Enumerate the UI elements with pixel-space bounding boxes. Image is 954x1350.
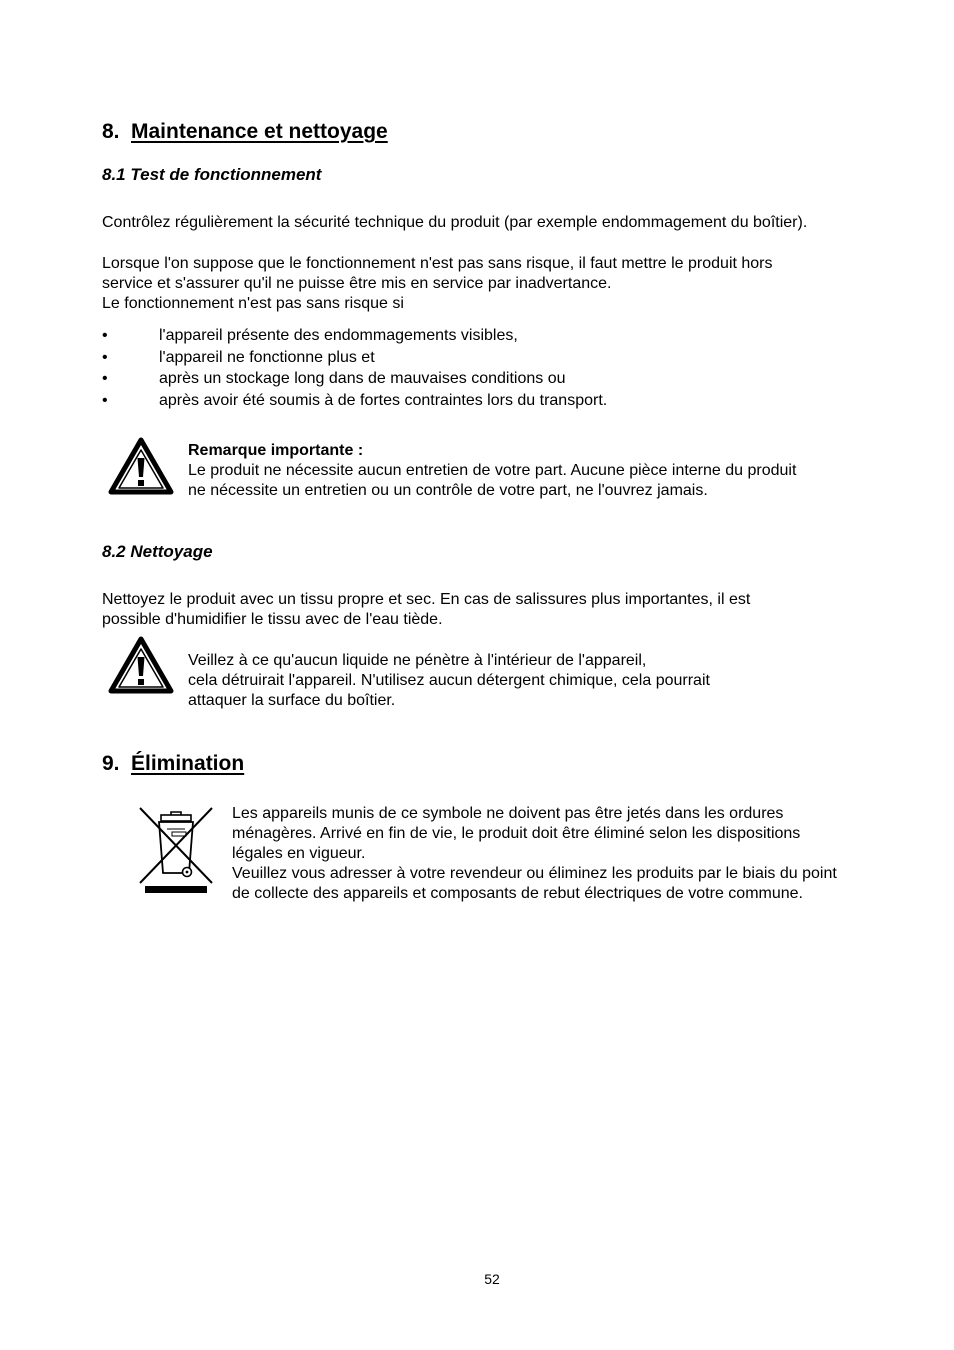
paragraph-line: service et s'assurer qu'il ne puisse être mis en service par inadvertance. [102, 275, 612, 292]
list-item-text: l'appareil présente des endommagements visibles, [159, 327, 518, 344]
important-note [188, 441, 796, 501]
crossed-out-wheelie-bin-icon [137, 805, 215, 895]
paragraph-line: Lorsque l'on suppose que le fonctionnement n'est pas sans risque, il faut mettre le produit hors [102, 255, 773, 272]
cleaning-warning-line: attaquer la surface du boîtier. [188, 692, 396, 709]
section-9-number: 9. [102, 752, 120, 775]
list-item-text: après un stockage long dans de mauvaises conditions ou [159, 370, 566, 387]
list-item-text: après avoir été soumis à de fortes contraintes lors du transport. [159, 391, 608, 409]
bullet-glyph: • [102, 348, 108, 366]
cleaning-warning [188, 651, 710, 711]
cleaning-warning-line: cela détruirait l'appareil. N'utilisez aucun détergent chimique, cela pourrait [188, 672, 710, 689]
bullet-glyph: • [102, 391, 108, 409]
paragraph-line: possible d'humidifier le tissu avec de l'eau tiède. [102, 611, 443, 628]
paragraph-cleaning [102, 590, 750, 630]
important-note-line: ne nécessite un entretien ou un contrôle de votre part, ne l'ouvrez jamais. [188, 482, 708, 499]
bullet-glyph: • [102, 370, 108, 387]
disposal-line: ménagères. Arrivé en fin de vie, le produit doit être éliminé selon les dispositions [232, 825, 801, 842]
list-item [102, 348, 607, 370]
warning-triangle-icon [108, 636, 174, 694]
paragraph-risk [102, 254, 773, 314]
paragraph-line: Le fonctionnement n'est pas sans risque si [102, 295, 404, 312]
paragraph-line: Nettoyez le produit avec un tissu propre et sec. En cas de salissures plus importantes, il est [102, 591, 751, 608]
list-item-text: l'appareil ne fonctionne plus et [159, 348, 375, 366]
list-item [102, 369, 607, 391]
disposal-line: Les appareils munis de ce symbole ne doivent pas être jetés dans les ordures [232, 805, 784, 822]
page-number: 52 [484, 1271, 500, 1287]
disposal-line: de collecte des appareils et composants de rebut électriques de votre commune. [232, 885, 803, 902]
disposal-line: Veuillez vous adresser à votre revendeur ou éliminez les produits par le biais du point [232, 865, 837, 882]
paragraph-safety-check: Contrôlez régulièrement la sécurité technique du produit (par exemple endommagement du boîtier). [102, 214, 808, 231]
section-9-title: Élimination [131, 752, 245, 775]
section-8-title: Maintenance et nettoyage [131, 120, 388, 143]
list-item [102, 391, 607, 413]
bullet-glyph: • [102, 327, 108, 344]
subsection-8-1-title: 8.1 Test de fonctionnement [102, 165, 322, 184]
disposal-line: légales en vigueur. [232, 845, 366, 862]
section-8-heading [102, 120, 388, 144]
important-note-title: Remarque importante : [188, 442, 364, 459]
cleaning-warning-line: Veillez à ce qu'aucun liquide ne pénètre à l'intérieur de l'appareil, [188, 652, 647, 669]
risk-bullet-list [102, 326, 607, 412]
section-8-number: 8. [102, 120, 120, 143]
warning-triangle-icon [108, 437, 174, 495]
subsection-8-2-title: 8.2 Nettoyage [102, 542, 213, 561]
important-note-line: Le produit ne nécessite aucun entretien de votre part. Aucune pièce interne du produit [188, 462, 797, 479]
list-item [102, 326, 607, 348]
disposal-text [232, 804, 837, 904]
section-9-heading [102, 752, 244, 776]
